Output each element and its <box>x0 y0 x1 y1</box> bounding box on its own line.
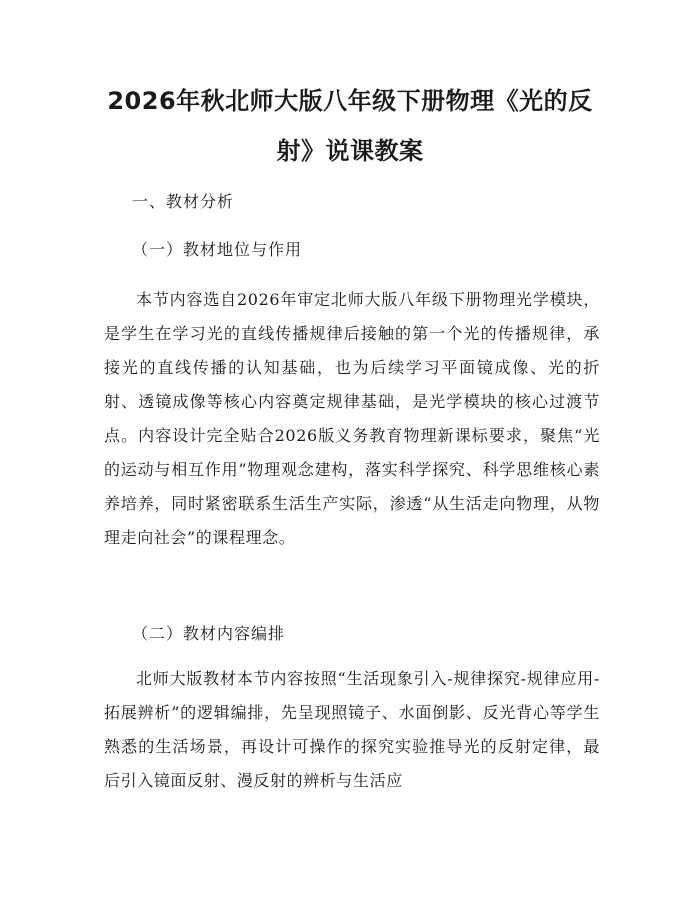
document-title: 2026年秋北师大版八年级下册物理《光的反射》说课教案 <box>107 87 593 165</box>
paragraph-position-role: 本节内容选自2026年审定北师大版八年级下册物理光学模块，是学生在学习光的直线传播规律后接触的第一个光的传播规律，承接光的直线传播的认知基础，也为后续学习平面镜成像、光的折射、透镜成像等核心内容奠定规律基础，是光学模块的核心过渡节点。内容设计完全贴合2026版义务教育物理新课标要求，聚焦“光的运动与相互作用”物理观念建构，落实科学探究、科学思维核心素养培养，同时紧密联系生活生产实际，渗透“从生活走向物理，从物理走向社会”的课程理念。 <box>104 290 600 547</box>
subsection-heading-content-arrangement: （二）教材内容编排 <box>132 624 286 643</box>
section-heading-textbook-analysis: 一、教材分析 <box>132 192 235 211</box>
subsection-heading-position-role: （一）教材地位与作用 <box>132 240 303 259</box>
paragraph-content-arrangement: 北师大版教材本节内容按照“生活现象引入-规律探究-规律应用-拓展辨析”的逻辑编排，先呈现照镜子、水面倒影、反光背心等学生熟悉的生活场景，再设计可操作的探究实验推导光的反射定律，最后引入镜面反射、漫反射的辨析与生活应 <box>104 669 600 790</box>
